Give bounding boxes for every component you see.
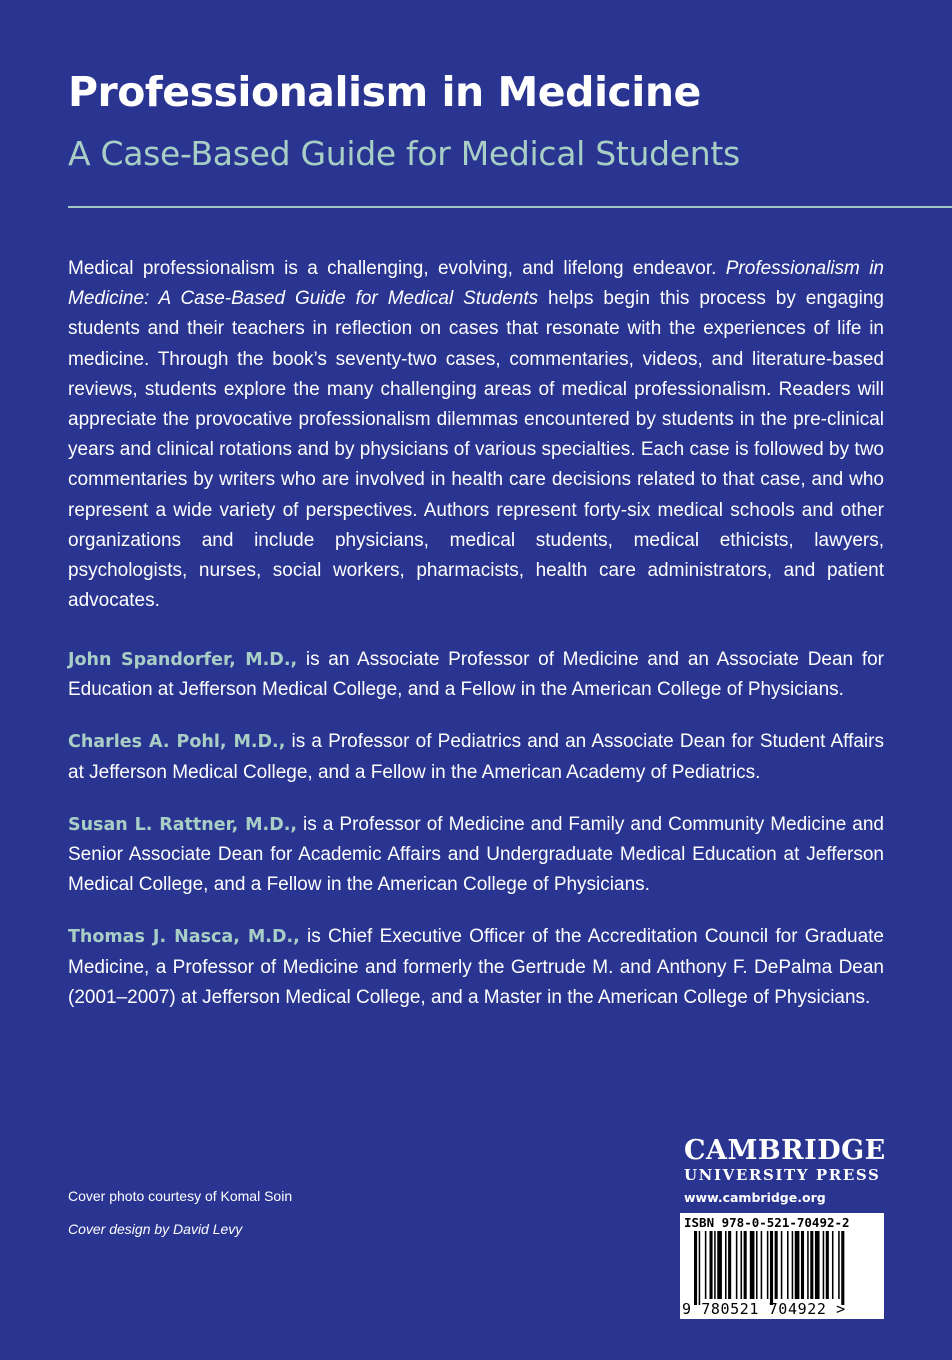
author-name: Charles A. Pohl, M.D., [68, 732, 286, 753]
publisher-subtitle: UNIVERSITY PRESS [684, 1166, 881, 1184]
design-credit: Cover design by David Levy [68, 1221, 243, 1237]
publisher-name: CAMBRIDGE [684, 1135, 886, 1166]
book-description [68, 254, 884, 616]
book-title: Professionalism in Medicine [68, 68, 701, 116]
divider-rule [68, 206, 952, 208]
author-bio [68, 810, 884, 901]
author-name: Thomas J. Nasca, M.D., [68, 927, 300, 948]
description-intro: Medical professionalism is a challenging, evolving, and lifelong endeavor. [68, 258, 726, 279]
author-bios [68, 645, 884, 1035]
barcode-digits: 9 780521 704922 > [682, 1300, 846, 1318]
photo-credit: Cover photo courtesy of Komal Soin [68, 1188, 293, 1204]
author-bio [68, 727, 884, 787]
publisher-url: www.cambridge.org [684, 1190, 826, 1205]
author-bio-text: is Chief Executive Officer of the Accreditation Council for Graduate Medicine, a Professor of Medicine and formerly the Gertrude M. and Anthony F. DePalma Dean (2001–2007) at Jefferson Medical College, and a Master in the American College of Physicians. [68, 926, 884, 1008]
description-book-title: Professionalism in Medicine: A Case-Based Guide for Medical Students [68, 258, 884, 310]
publisher-logo [684, 1136, 884, 1205]
author-name: Susan L. Rattner, M.D., [68, 814, 298, 835]
isbn-label: ISBN 978-0-521-70492-2 [684, 1215, 850, 1230]
author-name: John Spandorfer, M.D., [68, 650, 298, 670]
author-bio [68, 645, 884, 705]
author-bio-text: is a Professor of Pediatrics and an Associate Dean for Student Affairs at Jefferson Medical College, and a Fellow in the American Academy of Pediatrics. [68, 731, 884, 783]
description-body: helps begin this process by engaging students and their teachers in reflection on cases that resonate with the experiences of life in medicine. Through the book’s seventy-two cases, commentaries, videos, and literature-based reviews, students explore the many challenging areas of medical professionalism. Readers will appreciate the provocative professionalism dilemmas encountered by students in the pre-clinical years and clinical rotations and by physicians of various specialties. Each case is followed by two commentaries by writers who are involved in health care decisions related to that case, and who represent a wide variety of perspectives. Authors represent forty-six medical schools and other organizations and include physicians, medical students, medical ethicists, lawyers, psychologists, nurses, social workers, pharmacists, health care administrators, and patient advocates. [68, 288, 884, 612]
author-bio-text: is an Associate Professor of Medicine and an Associate Dean for Education at Jefferson Medical College, and a Fellow in the American College of Physicians. [68, 649, 884, 701]
isbn-barcode [680, 1213, 884, 1319]
book-subtitle: A Case-Based Guide for Medical Students [68, 134, 740, 173]
author-bio-text: is a Professor of Medicine and Family and Community Medicine and Senior Associate Dean for Academic Affairs and Undergraduate Medical Education at Jefferson Medical College, and a Fellow in the American College of Physicians. [68, 813, 884, 896]
author-bio [68, 922, 884, 1013]
